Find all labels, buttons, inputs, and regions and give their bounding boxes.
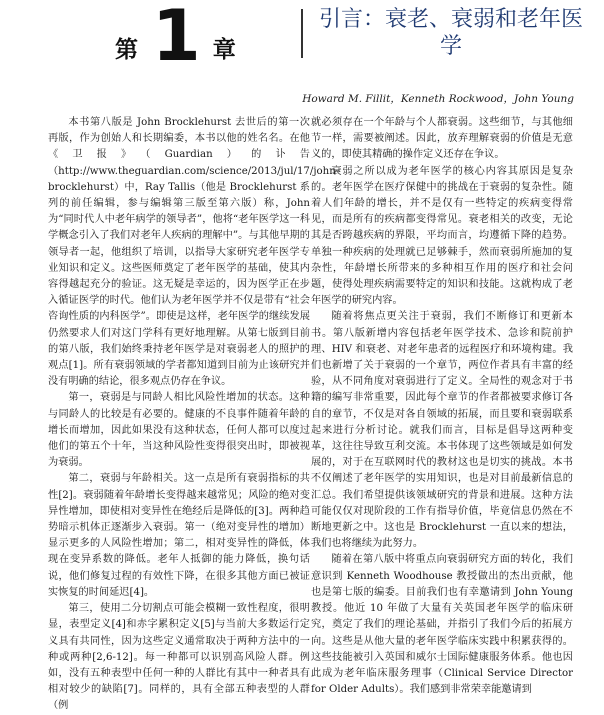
paragraph: 随着在第八版中将重点向衰弱研究方面的转化，我们意识到 Kenneth Woodhouse 教授做出的杰出贡献，他也是第七版的编委。目前我们也有幸邀请到 John Young 教授。他近 10 年做了大量有关英国老年医学的临床研究，奠定了我们的理论基础，并指引了我们今后的拓展方向。这些是从他大量的老年医学临床实践中积累获得的。这些技能被引入英国和威尔士国际健康服务体系。他也因此成为老年临床服务理事（Clinical Service Director for Older Adults）。我们感到非常荣幸能邀请到 <box>311 554 573 696</box>
title-divider <box>301 9 303 58</box>
left-column <box>48 115 340 715</box>
chapter-number: 1 <box>152 0 199 77</box>
paragraph: 第三，使用二分切割点可能会模糊一致性程度，很明显，表型定义[4]和赤字累积定义[5]与当前大多数运行定义具有共同性，因为这些定义通常取决于两种方法中的一种或两种[2,6-12]。每一种都可以识别高风险人群。例如，没有五种表型中任何一种的人群比有其中一种者具有相对较少的缺陷[7]。同样的，具有全部五种表型的人群（例 <box>48 603 310 712</box>
authors: Howard M. Fillit，Kenneth Rockwood，John Young <box>302 93 574 105</box>
chapter-prefix: 第 <box>115 37 138 63</box>
paragraph: 就必须存在一个年龄与个人都衰弱。这些细节，与其他细节一样，需要被阐述。因此，放弃理解衰弱的价值是无意义的，即使其精确的操作定义还存在争议。 <box>311 117 573 161</box>
paragraph: 第一，衰弱是与同龄人相比风险性增加的状态。这种与同龄人的比较是有必要的。健康的不良事件随着年龄的增长而增加，因此如果没有这种状态，任何人都可以度过他们的第五个十年，当这种风险性变得很突出时，即被视为衰弱。 <box>48 392 310 469</box>
right-column <box>311 115 573 698</box>
paragraph: 随着将焦点更关注于衰弱，我们不断修订和更新本书。第八版新增内容包括老年医学技术、急诊和院前护理、HIV 和衰老、对老年患者的远程医疗和环境构建。我们也新增了关于衰弱的一个章节，两位作者具有丰富的经验，从不同角度对衰弱进行了定义。全局性的观念对于书籍的编写非常重要，因此每个章节的作者都被要求修订各自的章节，不仅是对各自领域的拓展，而且要和衰弱联系起来进行分析讨论。就我们而言，目标是倡导这两种变革，这往往导致互利交流。本书体现了这些领域是如何发展的，对于在互联网时代的教材这也是切实的挑战。本书不仅阐述了老年医学的实用知识，也是对目前最新信息的汇总。我们希望提供该领域研究的背景和进展。这种方法可能仅仅对现阶段的工作有指导价值，毕竟信息仍然在不断地更新之中。这也是 Brocklehurst 一直以来的想法，我们也将继续为此努力。 <box>311 311 573 550</box>
paragraph: 本书第八版是 John Brocklehurst 去世后的第一次再版，作为创始人和长期编委，本书以他的姓名名。在他《卫报》（Guardian）的讣告（http://www.theguardian.com/science/2013/jul/17/john-brocklehurst）中，Ray Tallis（他是 Brocklehurst 系列的前任编辑，参与编辑第三版至第六版）称，John 为“同时代人中老年病学的领导者”，他将“老年医学这一科学概念引入了我们对老年人疾病的理解中”。与其他早期的领导者一起，他组织了培训，以指导大家研究老年医学专业知识和定义。这些医师奠定了老年医学的基础，使其内容得越起充分的验证。这无疑是幸运的，因为医学正在步入循证医学的时代。他们认为老年医学并不仅是带有“社会咨询性质的内科医学”。即使是这样，老年医学的继续发展仍然要求人们对这门学科有更好地理解。从第七版到目前的第八版，我们始终秉持老年医学是对衰弱老人的照护的观点[1]。所有衰弱领域的学者都知道到目前为止该研究并没有明确的结论，很多观点仍存在争议。 <box>48 117 340 388</box>
chapter-suffix: 章 <box>212 37 236 63</box>
paragraph: 第二，衰弱与年龄相关。这一点是所有衰弱指标的共性[2]。衰弱随着年龄增长变得越来越常见；风险的绝对变异性增加，即使相对变异性在绝经后是降低的[3]。两种趋势暗示机体正逐渐步入衰弱。第一（绝对变异性的增加）显示更多的人风险性增加；第二，相对变异性的降低，体现在变异系数的降低。老年人抵御的能力降低，换句话说，他们修复过程的有效性下降，在很多其他方面已被证实恢复的时间延迟[4]。 <box>48 473 310 598</box>
paragraph: 衰弱之所以成为老年医学的核心内容其原因是复杂的。老年医学在医疗保健中的挑战在于衰弱的复杂性。随着人们年龄的增长，并不是仅有一些特定的疾病变得常见，而是所有的疾病都变得常见。衰老相关的改变，无论其是否跨越疾病的界限，平均而言，均遵循下降的趋势。单独一种疾病的处理就已足够棘手，然而衰弱所施加的复杂性，年龄增长所带来的多种相互作用的医疗和社会问题，使得处理疾病需要特定的知识和技能。这就构成了老年医学的研究内容。 <box>311 165 573 307</box>
chapter-title: 引言：衰老、衰弱和老年医学 <box>318 7 583 59</box>
chapter-label <box>115 0 236 77</box>
